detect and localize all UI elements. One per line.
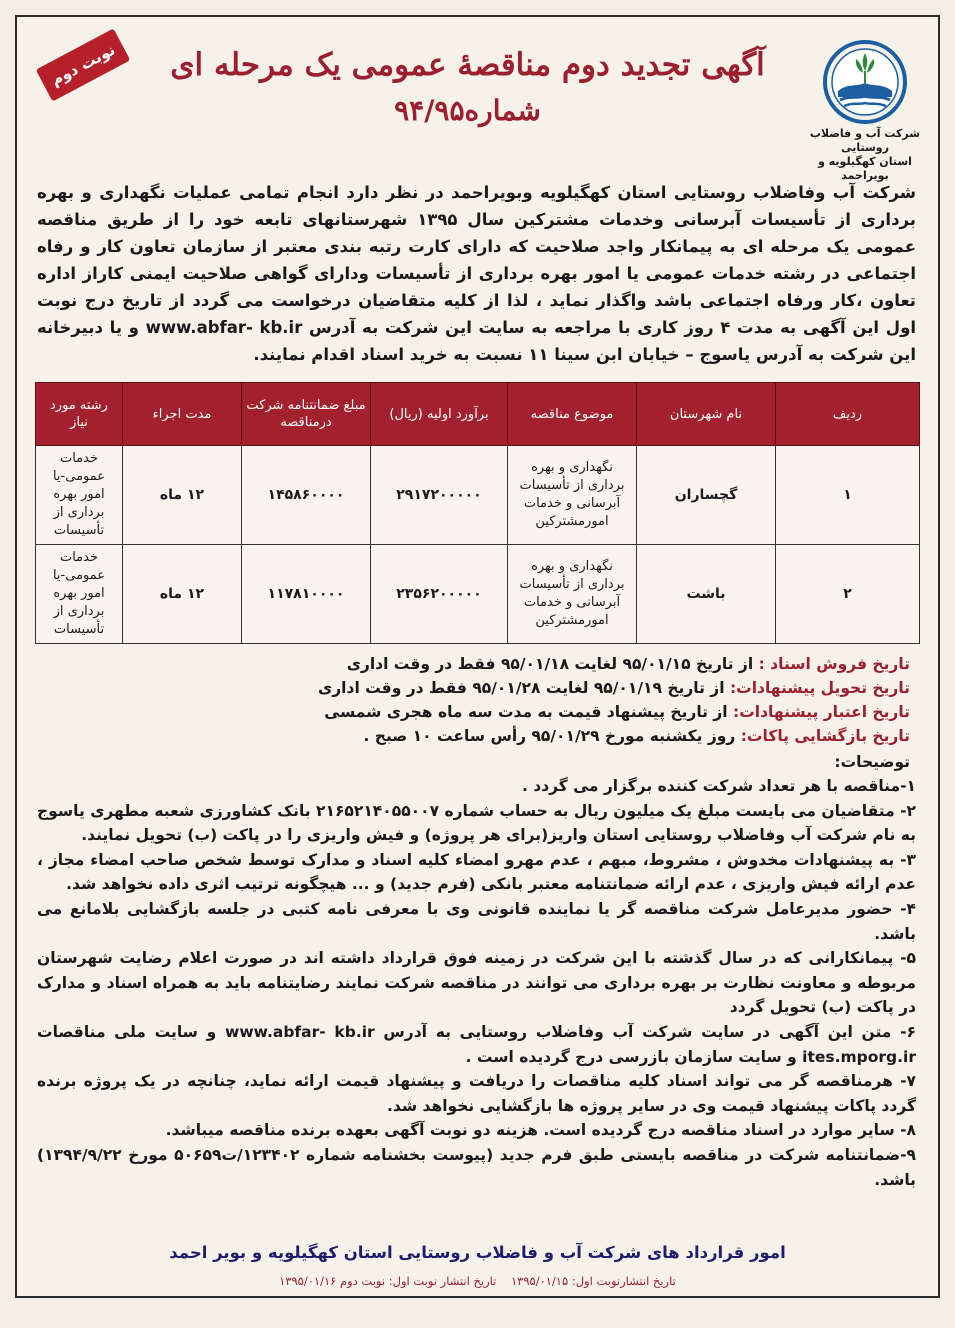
opening-date-line: [37, 724, 910, 748]
second-publication-stamp: نوبت دوم: [36, 28, 131, 101]
cell-city: گچساران: [637, 446, 776, 545]
table-row: [36, 545, 920, 644]
intro-text-2: و یا دبیرخانه این شرکت به آدرس یاسوج – خیابان ابن سینا ۱۱ نسبت به خرید اسناد اقدام نمایند.: [37, 318, 916, 364]
header-city: نام شهرستان: [637, 383, 776, 446]
note-item: [37, 1020, 916, 1069]
logo-caption: [800, 127, 930, 183]
cell-row-number: ۲: [776, 545, 920, 644]
opening-date-value: روز یکشنبه مورخ ۹۵/۰۱/۲۹ رأس ساعت ۱۰ صبح .: [363, 727, 736, 745]
cell-estimate: ۲۹۱۷۲۰۰۰۰۰: [371, 446, 508, 545]
notice-header: [17, 17, 938, 182]
note-6-website-link[interactable]: www.abfar- kb.ir: [225, 1022, 375, 1041]
header-estimate: برآورد اولیه (ریال): [371, 383, 508, 446]
note-item: ۲- متقاضیان می بایست مبلغ یک میلیون ریال به حساب شماره ۲۱۶۵۲۱۴۰۵۵۰۰۷ بانک کشاورزی شعبه مطهری یاسوج به نام شرکت آب وفاضلاب روستایی استان واریز(برای هر پروژه) و فیش واریزی را در پاکت (ب) تحویل نمایند.: [37, 801, 916, 845]
table-row: [36, 446, 920, 545]
submission-date-value: از تاریخ ۹۵/۰۱/۱۹ لغایت ۹۵/۰۱/۲۸ فقط در وقت اداری: [318, 679, 725, 697]
cell-guarantee: ۱۴۵۸۶۰۰۰۰: [242, 446, 371, 545]
opening-date-label: تاریخ بازگشایی پاکات:: [740, 727, 910, 745]
dates-section: [17, 644, 938, 748]
cell-field: خدمات عمومی-یا امور بهره برداری از تأسیسات: [36, 446, 123, 545]
intro-website-link[interactable]: www.abfar- kb.ir: [145, 318, 303, 337]
note-item: ۵- پیمانکارانی که در سال گذشته با این شرکت در زمینه فوق قرارداد داشته اند در صورت اعلام رضایت شهرستان مربوطه و معاونت نظارت بر بهره برداری می توانند در مناقصه شرکت نمایند رضایتنامه باید به همراه اسناد و مدارک در پاکت (ب) تحویل گردد: [37, 949, 916, 1017]
cell-subject: نگهداری و بهره برداری از تأسیسات آبرسانی و خدمات امورمشترکین: [508, 545, 637, 644]
note-item: ۸- سایر موارد در اسناد مناقصه درج گردیده است. هزینه دو نوبت آگهی بعهده برنده مناقصه میباشد.: [165, 1121, 916, 1140]
sale-date-value: از تاریخ ۹۵/۰۱/۱۵ لغایت ۹۵/۰۱/۱۸ فقط در وقت اداری: [346, 655, 754, 673]
cell-subject: نگهداری و بهره برداری از تأسیسات آبرسانی و خدمات امورمشترکین: [508, 446, 637, 545]
note-item: ۴- حضور مدیرعامل شرکت مناقصه گر یا نماینده قانونی وی با معرفی نامه کتبی در جلسه بازگشایی بلامانع می باشد.: [37, 899, 916, 943]
cell-guarantee: ۱۱۷۸۱۰۰۰۰: [242, 545, 371, 644]
issuer-signature: امور قرارداد های شرکت آب و فاضلاب روستایی استان کهگیلویه و بویر احمد: [169, 1243, 786, 1262]
intro-paragraph: [17, 179, 938, 368]
tender-notice: [15, 15, 940, 1298]
cell-field: خدمات عمومی-یا امور بهره برداری از تأسیسات: [36, 545, 123, 644]
publication-dates: [17, 1274, 938, 1288]
notice-title: آگهی تجدید دوم مناقصهٔ عمومی یک مرحله ای: [170, 47, 765, 83]
header-subject: موضوع مناقصه: [508, 383, 637, 446]
note-item: ۹-ضمانتنامه شرکت در مناقصه بایستی طبق فرم جدید (پیوست بخشنامه شماره ۱۲۳۴۰۲/ت۵۰۶۵۹ مورخ ۱۳۹۴/۹/۲۲) باشد.: [37, 1145, 916, 1189]
intro-text-1: شرکت آب وفاضلاب روستایی استان کهگیلویه وبویراحمد در نظر دارد انجام تمامی عملیات نگهداری و بهره برداری از تأسیسات آبرسانی وخدمات مشترکین سال ۱۳۹۵ شهرستانهای تابعه خود را از طریق مناقصه عمومی یک مرحله ای به پیمانکار واجد صلاحیت که دارای کارت رتبه بندی معتبر از سازمان تعاون کار و رفاه اجتماعی در رشته خدمات عمومی یا امور بهره برداری از تأسیسات ودارای گواهی صلاحیت ایمنی کاراز اداره تعاون ،کار ورفاه اجتماعی باشد واگذار نماید ، لذا از کلیه متقاضیان درخواست می گردد از تاریخ درج نوبت اول این آگهی به مدت ۴ روز کاری با مراجعه به سایت این شرکت به آدرس: [37, 183, 916, 337]
submission-date-line: [37, 676, 910, 700]
sale-date-label: تاریخ فروش اسناد :: [758, 655, 910, 673]
tender-table: [35, 382, 920, 644]
table-header-row: [36, 383, 920, 446]
header-field: رشته مورد نیاز: [36, 383, 123, 446]
note-6-text-c: و سایت سازمان بازرسی درج گردیده است .: [465, 1047, 797, 1066]
second-publication-date: تاریخ انتشار نوبت اول: نوبت دوم ۱۳۹۵/۰۱/۱۶: [279, 1274, 497, 1288]
header-duration: مدت اجراء: [123, 383, 242, 446]
note-item: ۱-مناقصه با هر تعداد شرکت کننده برگزار می گردد .: [521, 777, 916, 795]
notes-list: [17, 774, 938, 1192]
cell-estimate: ۲۳۵۶۲۰۰۰۰۰: [371, 545, 508, 644]
validity-date-line: [37, 700, 910, 724]
header-row-number: ردیف: [776, 383, 920, 446]
cell-city: باشت: [637, 545, 776, 644]
note-6-national-tender-link[interactable]: ites.mporg.ir: [802, 1047, 916, 1066]
logo-caption-line-1: شرکت آب و فاضلاب روستایی: [809, 127, 921, 154]
notes-title: توضیحات:: [834, 753, 910, 771]
separator: [500, 1274, 507, 1288]
water-company-logo-icon: [810, 37, 920, 127]
note-6-text-a: ۶- متن این آگهی در سایت شرکت آب وفاضلاب روستایی به آدرس: [383, 1022, 916, 1041]
note-6-text-b: و سایت ملی مناقصات: [37, 1022, 217, 1041]
validity-date-value: از تاریخ پیشنهاد قیمت به مدت سه ماه هجری شمسی: [324, 703, 728, 721]
validity-date-label: تاریخ اعتبار پیشنهادات:: [733, 703, 910, 721]
note-item: ۳- به پیشنهادات مخدوش ، مشروط، مبهم ، عدم مهرو امضاء کلیه اسناد و مدارک توسط شخص صاحب امضاء مجاز ، عدم ارائه فیش واریزی ، عدم ارائه ضمانتنامه معتبر بانکی (فرم جدید) و ... هیچگونه ترتیب اثری داده نخواهد شد.: [37, 850, 916, 894]
sale-date-line: [37, 652, 910, 676]
header-guarantee: مبلغ ضمانتنامه شرکت درمناقصه: [242, 383, 371, 446]
notice-number: شماره۹۴/۹۵: [394, 94, 541, 127]
first-publication-date: تاریخ انتشارنوبت اول: ۱۳۹۵/۰۱/۱۵: [511, 1274, 676, 1288]
note-item: ۷- هرمناقصه گر می تواند اسناد کلیه مناقصات را دریافت و پیشنهاد قیمت ارائه نماید، چنانچه در یک پروژه برنده گردد پاکات پیشنهاد قیمت وی در سایر پروژه ها بازگشایی نخواهد شد.: [37, 1072, 916, 1115]
cell-duration: ۱۲ ماه: [123, 545, 242, 644]
submission-date-label: تاریخ تحویل پیشنهادات:: [729, 679, 910, 697]
cell-duration: ۱۲ ماه: [123, 446, 242, 545]
logo-caption-line-2: استان کهگیلویه و بویراحمد: [818, 155, 912, 182]
cell-row-number: ۱: [776, 446, 920, 545]
